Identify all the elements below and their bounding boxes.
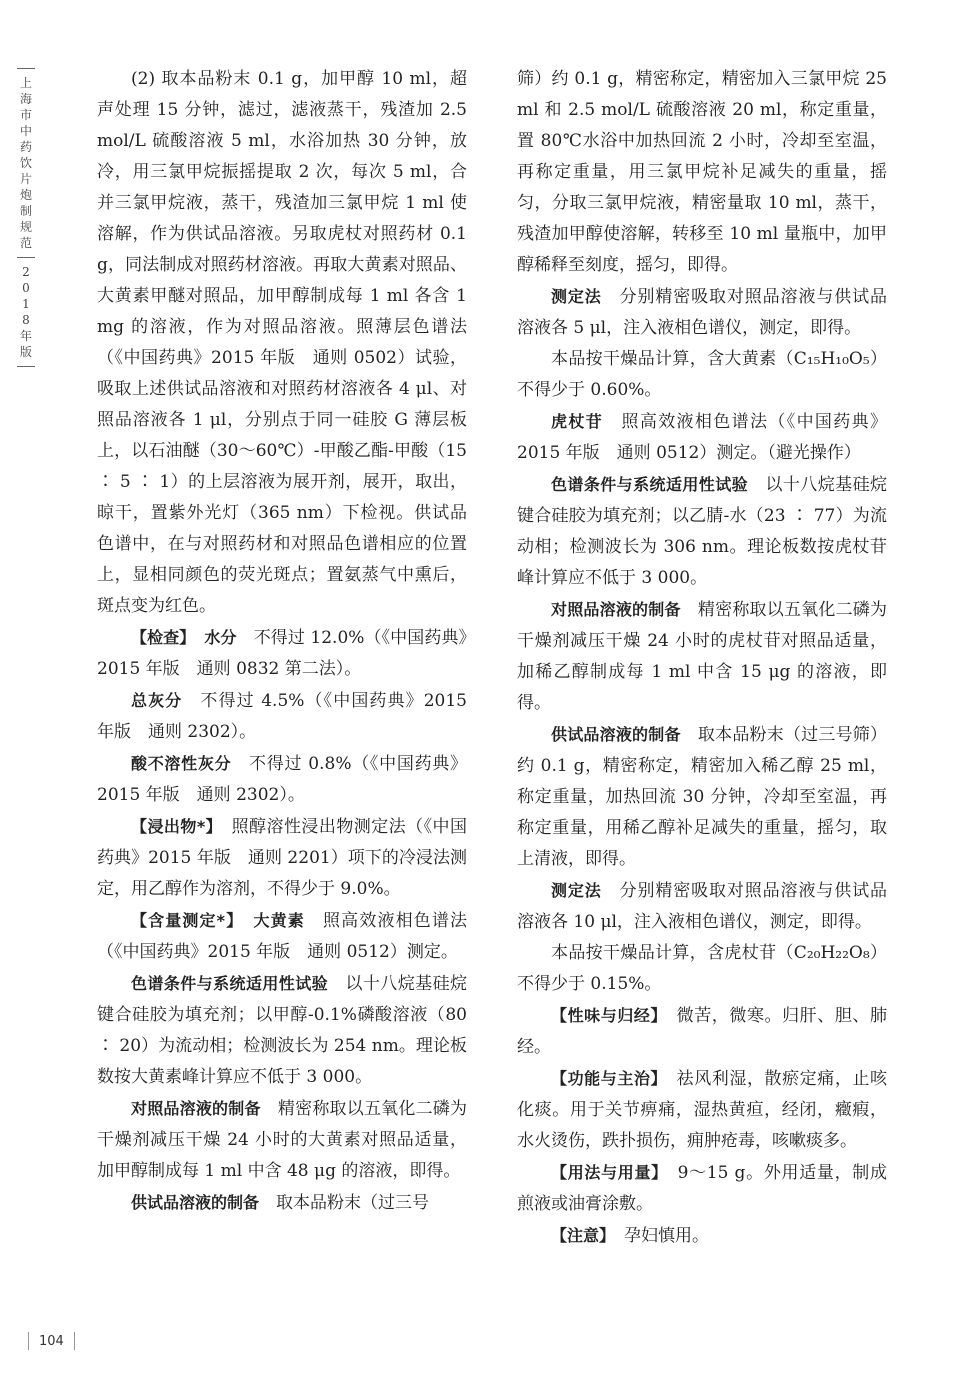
paragraph-nature-meridian	[517, 1000, 887, 1063]
paragraph-functions	[517, 1063, 887, 1157]
page-footer	[18, 1332, 85, 1350]
paragraph-total-ash	[97, 685, 467, 748]
section-heading-nature-meridian: 【性味与归经】	[551, 1006, 660, 1025]
side-title-char: 上	[19, 76, 32, 90]
paragraph-text: 9～15 g。外用适量，制成煎液或油膏涂敷。	[517, 1163, 887, 1214]
section-heading-caution: 【注意】	[551, 1226, 608, 1245]
paragraph-determination	[517, 281, 887, 344]
subheading-polydatin: 虎杖苷	[551, 412, 604, 431]
paragraph-reference-solution	[517, 594, 887, 719]
section-heading-assay: 【含量测定*】	[131, 911, 236, 930]
side-running-title	[14, 62, 38, 373]
side-edition-char: 1	[22, 297, 30, 311]
paragraph-text: 不得过 12.0%（《中国药典》2015 年版 通则 0832 第二法）。	[97, 628, 467, 679]
paragraph-chrom-conditions	[97, 968, 467, 1093]
subheading-test-solution: 供试品溶液的制备	[551, 725, 681, 744]
side-title-char: 制	[19, 204, 32, 218]
subheading-emodin: 大黄素	[253, 911, 305, 930]
side-rule-bottom	[17, 366, 35, 367]
page-number: 104	[39, 1333, 64, 1349]
side-title-char: 海	[19, 92, 32, 106]
paragraph-text: 以十八烷基硅烷键合硅胶为填充剂；以甲醇-0.1%磷酸溶液（80 ∶ 20）为流动相；检测波长为 254 nm。理论板数按大黄素峰计算应不低于 3 000。	[97, 974, 467, 1087]
side-edition-char: 0	[22, 281, 30, 295]
paragraph-text: 照醇溶性浸出物测定法（《中国药典》2015 年版 通则 2201）项下的冷浸法测定，用乙醇作为溶剂，不得少于 9.0%。	[97, 817, 468, 899]
paragraph-acid-ash	[97, 748, 467, 811]
paragraph-text: 孕妇慎用。	[624, 1226, 710, 1246]
subheading-reference-solution: 对照品溶液的制备	[551, 600, 681, 619]
section-heading-functions: 【功能与主治】	[551, 1069, 660, 1088]
paragraph-polydatin	[517, 406, 887, 469]
side-title-char: 中	[19, 124, 32, 138]
paragraph-assay	[97, 905, 467, 968]
paragraph-text: 分别精密吸取对照品溶液与供试品溶液各 5 μl，注入液相色谱仪，测定，即得。	[517, 287, 887, 338]
paragraph-polydatin-content: 本品按干燥品计算，含虎杖苷（C₂₀H₂₂O₈）不得少于 0.15%。	[517, 943, 887, 994]
section-heading-inspection: 【检查】	[131, 628, 188, 647]
paragraph-determination	[517, 875, 887, 938]
paragraph-chrom-conditions	[517, 469, 887, 594]
side-rule-top	[17, 68, 35, 69]
side-title-char: 范	[19, 236, 32, 250]
paragraph-test-solution	[517, 719, 887, 875]
paragraph-text: 不得过 4.5%（《中国药典》2015 年版 通则 2302）。	[97, 691, 467, 742]
subheading-total-ash: 总灰分	[131, 691, 183, 710]
subheading-determination: 测定法	[551, 881, 602, 900]
paragraph-caution	[517, 1220, 887, 1252]
subheading-reference-solution: 对照品溶液的制备	[131, 1099, 261, 1118]
footer-divider	[74, 1332, 75, 1350]
paragraph-text: 祛风利湿，散瘀定痛，止咳化痰。用于关节痹痛，湿热黄疸，经闭，癥瘕，水火烫伤，跌扑损伤，痈肿疮毒，咳嗽痰多。	[517, 1069, 887, 1151]
side-rule-mid	[17, 257, 35, 258]
paragraph-extract	[97, 811, 467, 905]
paragraph-test-solution	[97, 1187, 467, 1219]
subheading-chrom-conditions: 色谱条件与系统适用性试验	[551, 475, 749, 494]
subheading-determination: 测定法	[551, 287, 602, 306]
side-edition-char: 2	[22, 265, 30, 279]
side-title-char: 片	[19, 172, 32, 186]
section-heading-dosage: 【用法与用量】	[551, 1163, 660, 1182]
paragraph-moisture	[97, 622, 467, 685]
side-title-char: 饮	[19, 156, 32, 170]
paragraph-text: 取本品粉末（过三号	[276, 1193, 430, 1213]
side-title-char: 炮	[19, 188, 32, 202]
paragraph-text: 精密称取以五氧化二磷为干燥剂减压干燥 24 小时的大黄素对照品适量，加甲醇制成每 1 ml 中含 48 μg 的溶液，即得。	[97, 1099, 468, 1181]
paragraph-emodin-content: 本品按干燥品计算，含大黄素（C₁₅H₁₀O₅）不得少于 0.60%。	[517, 349, 887, 400]
subheading-moisture: 水分	[204, 628, 237, 647]
subheading-test-solution: 供试品溶液的制备	[131, 1193, 260, 1212]
paragraph-text: 不得过 0.8%（《中国药典》2015 年版 通则 2302）。	[97, 754, 468, 805]
right-column	[517, 64, 887, 1252]
side-title-char: 市	[19, 108, 32, 122]
left-column	[97, 64, 467, 1219]
paragraph-text: 取本品粉末（过三号筛）约 0.1 g，精密称定，精密加入稀乙醇 25 ml，称定重量，加热回流 30 分钟，冷却至室温，再称定重量，用稀乙醇补足减失的重量，摇匀，取上清液，即得。	[517, 725, 888, 869]
side-title-char: 药	[19, 140, 32, 154]
paragraph-reference-solution	[97, 1093, 467, 1187]
paragraph-tlc-method-2: (2) 取本品粉末 0.1 g，加甲醇 10 ml，超声处理 15 分钟，滤过，滤液蒸干，残渣加 2.5 mol/L 硫酸溶液 5 ml，水浴加热 30 分钟，放冷，用三氯甲烷振摇提取 2 次，每次 5 ml，合并三氯甲烷液，蒸干，残渣加三氯甲烷 1 ml 使溶解，作为供试品溶液。另取虎杖对照药材 0.1 g，同法制成对照药材溶液。再取大黄素对照品、大黄素甲醚对照品，加甲醇制成每 1 ml 各含 1 mg 的溶液，作为对照品溶液。照薄层色谱法（《中国药典》2015 年版 通则 0502）试验，吸取上述供试品溶液和对照药材溶液各 4 μl、对照品溶液各 1 μl，分别点于同一硅胶 G 薄层板上，以石油醚（30～60℃）-甲酸乙酯-甲酸（15 ∶ 5 ∶ 1）的上层溶液为展开剂，展开，取出，晾干，置紫外光灯（365 nm）下检视。供试品色谱中，在与对照药材和对照品色谱相应的位置上，显相同颜色的荧光斑点；置氨蒸气中熏后，斑点变为红色。	[97, 69, 467, 616]
subheading-chrom-conditions: 色谱条件与系统适用性试验	[131, 974, 329, 993]
footer-divider	[28, 1332, 29, 1350]
side-edition-char: 年	[19, 329, 32, 343]
paragraph-text: 照高效液相色谱法（《中国药典》2015 年版 通则 0512）测定。（避光操作）	[517, 412, 888, 463]
subheading-acid-insoluble-ash: 酸不溶性灰分	[131, 754, 232, 773]
paragraph-text: 以十八烷基硅烷键合硅胶为填充剂；以乙腈-水（23 ∶ 77）为流动相；检测波长为 306 nm。理论板数按虎杖苷峰计算应不低于 3 000。	[517, 475, 887, 588]
paragraph-text: 照高效液相色谱法（《中国药典》2015 年版 通则 0512）测定。	[97, 911, 468, 962]
paragraph-text: 精密称取以五氧化二磷为干燥剂减压干燥 24 小时的虎杖苷对照品适量，加稀乙醇制成每 1 ml 中含 15 μg 的溶液，即得。	[517, 600, 888, 713]
paragraph-continued: 筛）约 0.1 g，精密称定，精密加入三氯甲烷 25 ml 和 2.5 mol/L 硫酸溶液 20 ml，称定重量，置 80℃水浴中加热回流 2 小时，冷却至室温，再称定重量，用三氯甲烷补足减失的重量，摇匀，分取三氯甲烷液，精密量取 10 ml，蒸干，残渣加甲醇使溶解，转移至 10 ml 量瓶中，加甲醇稀释至刻度，摇匀，即得。	[517, 69, 887, 275]
side-edition-char: 8	[22, 313, 30, 327]
side-edition-char: 版	[19, 345, 32, 359]
section-heading-extract: 【浸出物*】	[131, 817, 215, 836]
side-title-char: 规	[19, 220, 32, 234]
paragraph-text: 分别精密吸取对照品溶液与供试品溶液各 10 μl，注入液相色谱仪，测定，即得。	[517, 881, 887, 932]
paragraph-text: 微苦，微寒。归肝、胆、肺经。	[517, 1006, 887, 1057]
paragraph-dosage	[517, 1157, 887, 1220]
